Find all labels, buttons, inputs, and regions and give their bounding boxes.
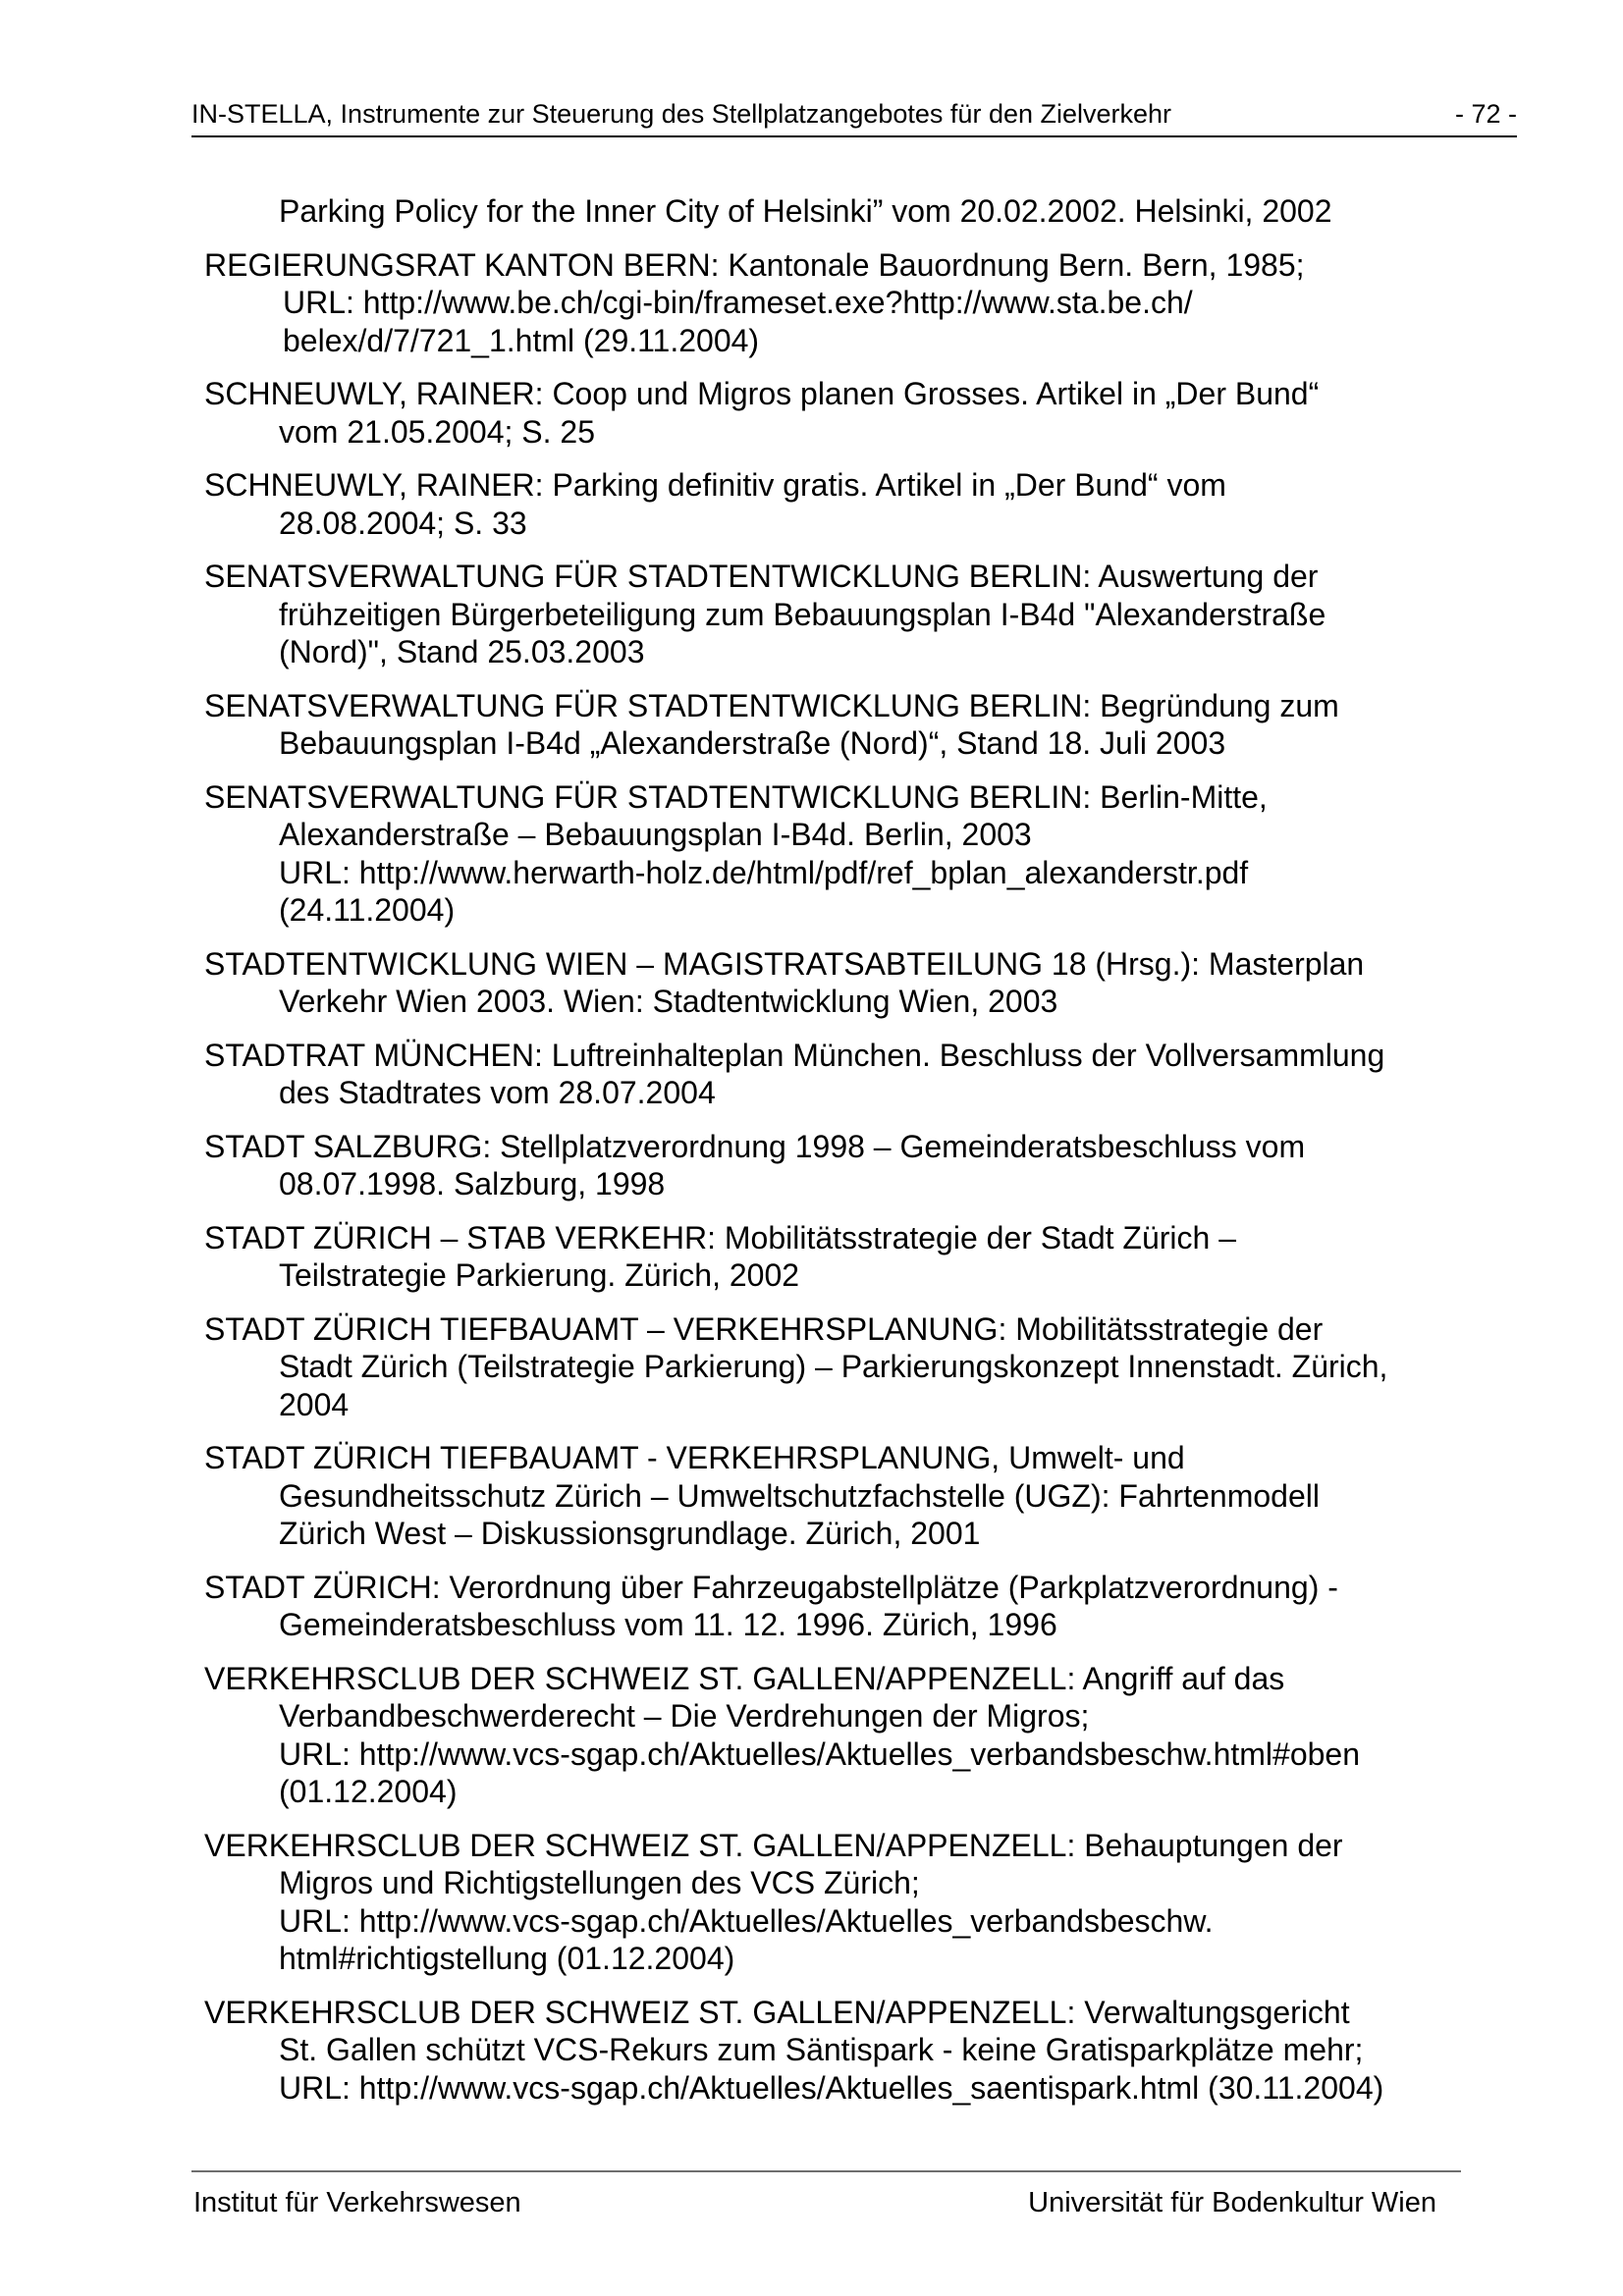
reference-line: St. Gallen schützt VCS-Rekurs zum Säntispark - keine Gratisparkplätze mehr;: [279, 2032, 1364, 2067]
reference-line: belex/d/7/721_1.html (29.11.2004): [283, 322, 760, 358]
reference-line: STADTENTWICKLUNG WIEN – MAGISTRATSABTEILUNG 18 (Hrsg.): Masterplan: [204, 945, 1365, 982]
reference-line: Gesundheitsschutz Zürich – Umweltschutzfachstelle (UGZ): Fahrtenmodell: [279, 1477, 1320, 1514]
reference-line: Verbandbeschwerderecht – Die Verdrehungen der Migros;: [279, 1698, 1090, 1734]
reference-line: vom 21.05.2004; S. 25: [279, 413, 595, 450]
reference-line: Verkehr Wien 2003. Wien: Stadtentwicklung Wien, 2003: [279, 984, 1058, 1019]
footer-institute: Institut für Verkehrswesen: [193, 2187, 521, 2218]
reference-line: VERKEHRSCLUB DER SCHWEIZ ST. GALLEN/APPENZELL: Angriff auf das: [204, 1660, 1285, 1696]
footer-university: Universität für Bodenkultur Wien: [1028, 2187, 1436, 2218]
reference-line: SENATSVERWALTUNG FÜR STADTENTWICKLUNG BERLIN: Begründung zum: [204, 687, 1339, 723]
reference-entry: [204, 1827, 1471, 1978]
reference-line: 28.08.2004; S. 33: [279, 505, 527, 541]
reference-line: REGIERUNGSRAT KANTON BERN: Kantonale Bauordnung Bern. Bern, 1985;: [204, 246, 1305, 283]
reference-line: Bebauungsplan I-B4d „Alexanderstraße (Nord)“, Stand 18. Juli 2003: [279, 725, 1226, 761]
reference-line: (01.12.2004): [279, 1774, 458, 1809]
reference-entry: [204, 1310, 1471, 1424]
reference-url: URL: http://www.vcs-sgap.ch/Aktuelles/Aktuelles_saentispark.html (30.11.2004): [279, 2069, 1384, 2106]
reference-line: STADT ZÜRICH – STAB VERKEHR: Mobilitätsstrategie der Stadt Zürich –: [204, 1219, 1236, 1255]
reference-entry: [204, 1439, 1471, 1553]
reference-line: Migros und Richtigstellungen des VCS Zürich;: [279, 1865, 920, 1900]
reference-line: Stadt Zürich (Teilstrategie Parkierung) – Parkierungskonzept Innenstadt. Zürich,: [279, 1349, 1388, 1384]
page-footer: [191, 2170, 1461, 2221]
reference-entry: [204, 687, 1471, 763]
reference-line: Gemeinderatsbeschluss vom 11. 12. 1996. Zürich, 1996: [279, 1607, 1057, 1642]
reference-entry: [204, 1037, 1471, 1112]
reference-entry: [204, 466, 1471, 542]
reference-entry: [204, 1569, 1471, 1644]
reference-line: 08.07.1998. Salzburg, 1998: [279, 1166, 666, 1201]
reference-line: (24.11.2004): [279, 892, 456, 928]
reference-entry: [204, 1219, 1471, 1295]
reference-line: Alexanderstraße – Bebauungsplan I-B4d. Berlin, 2003: [279, 817, 1032, 852]
reference-line: STADTRAT MÜNCHEN: Luftreinhalteplan München. Beschluss der Vollversammlung: [204, 1037, 1385, 1073]
reference-line: SENATSVERWALTUNG FÜR STADTENTWICKLUNG BERLIN: Auswertung der: [204, 559, 1319, 594]
reference-entry: [204, 945, 1471, 1021]
reference-entry: [204, 1994, 1471, 2108]
reference-entry: [204, 192, 1471, 231]
reference-line: VERKEHRSCLUB DER SCHWEIZ ST. GALLEN/APPENZELL: Verwaltungsgericht: [204, 1994, 1350, 2030]
reference-line: STADT SALZBURG: Stellplatzverordnung 1998 – Gemeinderatsbeschluss vom: [204, 1128, 1306, 1164]
reference-line: des Stadtrates vom 28.07.2004: [279, 1075, 716, 1110]
reference-entry: [204, 778, 1471, 930]
reference-entry: [204, 558, 1471, 671]
reference-line: Zürich West – Diskussionsgrundlage. Zürich, 2001: [279, 1516, 981, 1551]
reference-line: Teilstrategie Parkierung. Zürich, 2002: [279, 1257, 800, 1293]
reference-entry: [204, 1660, 1471, 1811]
reference-line: html#richtigstellung (01.12.2004): [279, 1941, 735, 1976]
reference-line: frühzeitigen Bürgerbeteiligung zum Bebauungsplan I-B4d "Alexanderstraße: [279, 596, 1326, 632]
reference-url: URL: http://www.be.ch/cgi-bin/frameset.exe?http://www.sta.be.ch/: [283, 285, 1193, 320]
reference-line: SENATSVERWALTUNG FÜR STADTENTWICKLUNG BERLIN: Berlin-Mitte,: [204, 778, 1268, 815]
header-title: IN-STELLA, Instrumente zur Steuerung des Stellplatzangebotes für den Zielverkehr: [191, 99, 1172, 129]
reference-line: (Nord)", Stand 25.03.2003: [279, 634, 645, 669]
reference-line: STADT ZÜRICH TIEFBAUAMT – VERKEHRSPLANUNG: Mobilitätsstrategie der: [204, 1310, 1324, 1347]
reference-line: VERKEHRSCLUB DER SCHWEIZ ST. GALLEN/APPENZELL: Behauptungen der: [204, 1827, 1343, 1863]
reference-url: URL: http://www.herwarth-holz.de/html/pdf/ref_bplan_alexanderstr.pdf: [279, 854, 1249, 890]
page-number: - 72 -: [1454, 99, 1517, 129]
reference-url: URL: http://www.vcs-sgap.ch/Aktuelles/Aktuelles_verbandsbeschw.: [279, 1902, 1214, 1939]
reference-url: URL: http://www.vcs-sgap.ch/Aktuelles/Aktuelles_verbandsbeschw.html#oben: [279, 1735, 1360, 1772]
reference-line: STADT ZÜRICH: Verordnung über Fahrzeugabstellplätze (Parkplatzverordnung) -: [204, 1569, 1338, 1605]
reference-line: SCHNEUWLY, RAINER: Parking definitiv gratis. Artikel in „Der Bund“ vom: [204, 467, 1226, 503]
reference-entry: [204, 375, 1471, 451]
reference-line: Parking Policy for the Inner City of Helsinki” vom 20.02.2002. Helsinki, 2002: [279, 193, 1332, 229]
reference-line: STADT ZÜRICH TIEFBAUAMT - VERKEHRSPLANUNG, Umwelt- und: [204, 1440, 1185, 1475]
reference-line: SCHNEUWLY, RAINER: Coop und Migros planen Grosses. Artikel in „Der Bund“: [204, 376, 1320, 411]
reference-list: [204, 192, 1471, 2122]
reference-entry: [204, 246, 1471, 360]
page-header: [191, 90, 1517, 137]
reference-line: 2004: [279, 1386, 350, 1422]
reference-entry: [204, 1128, 1471, 1203]
